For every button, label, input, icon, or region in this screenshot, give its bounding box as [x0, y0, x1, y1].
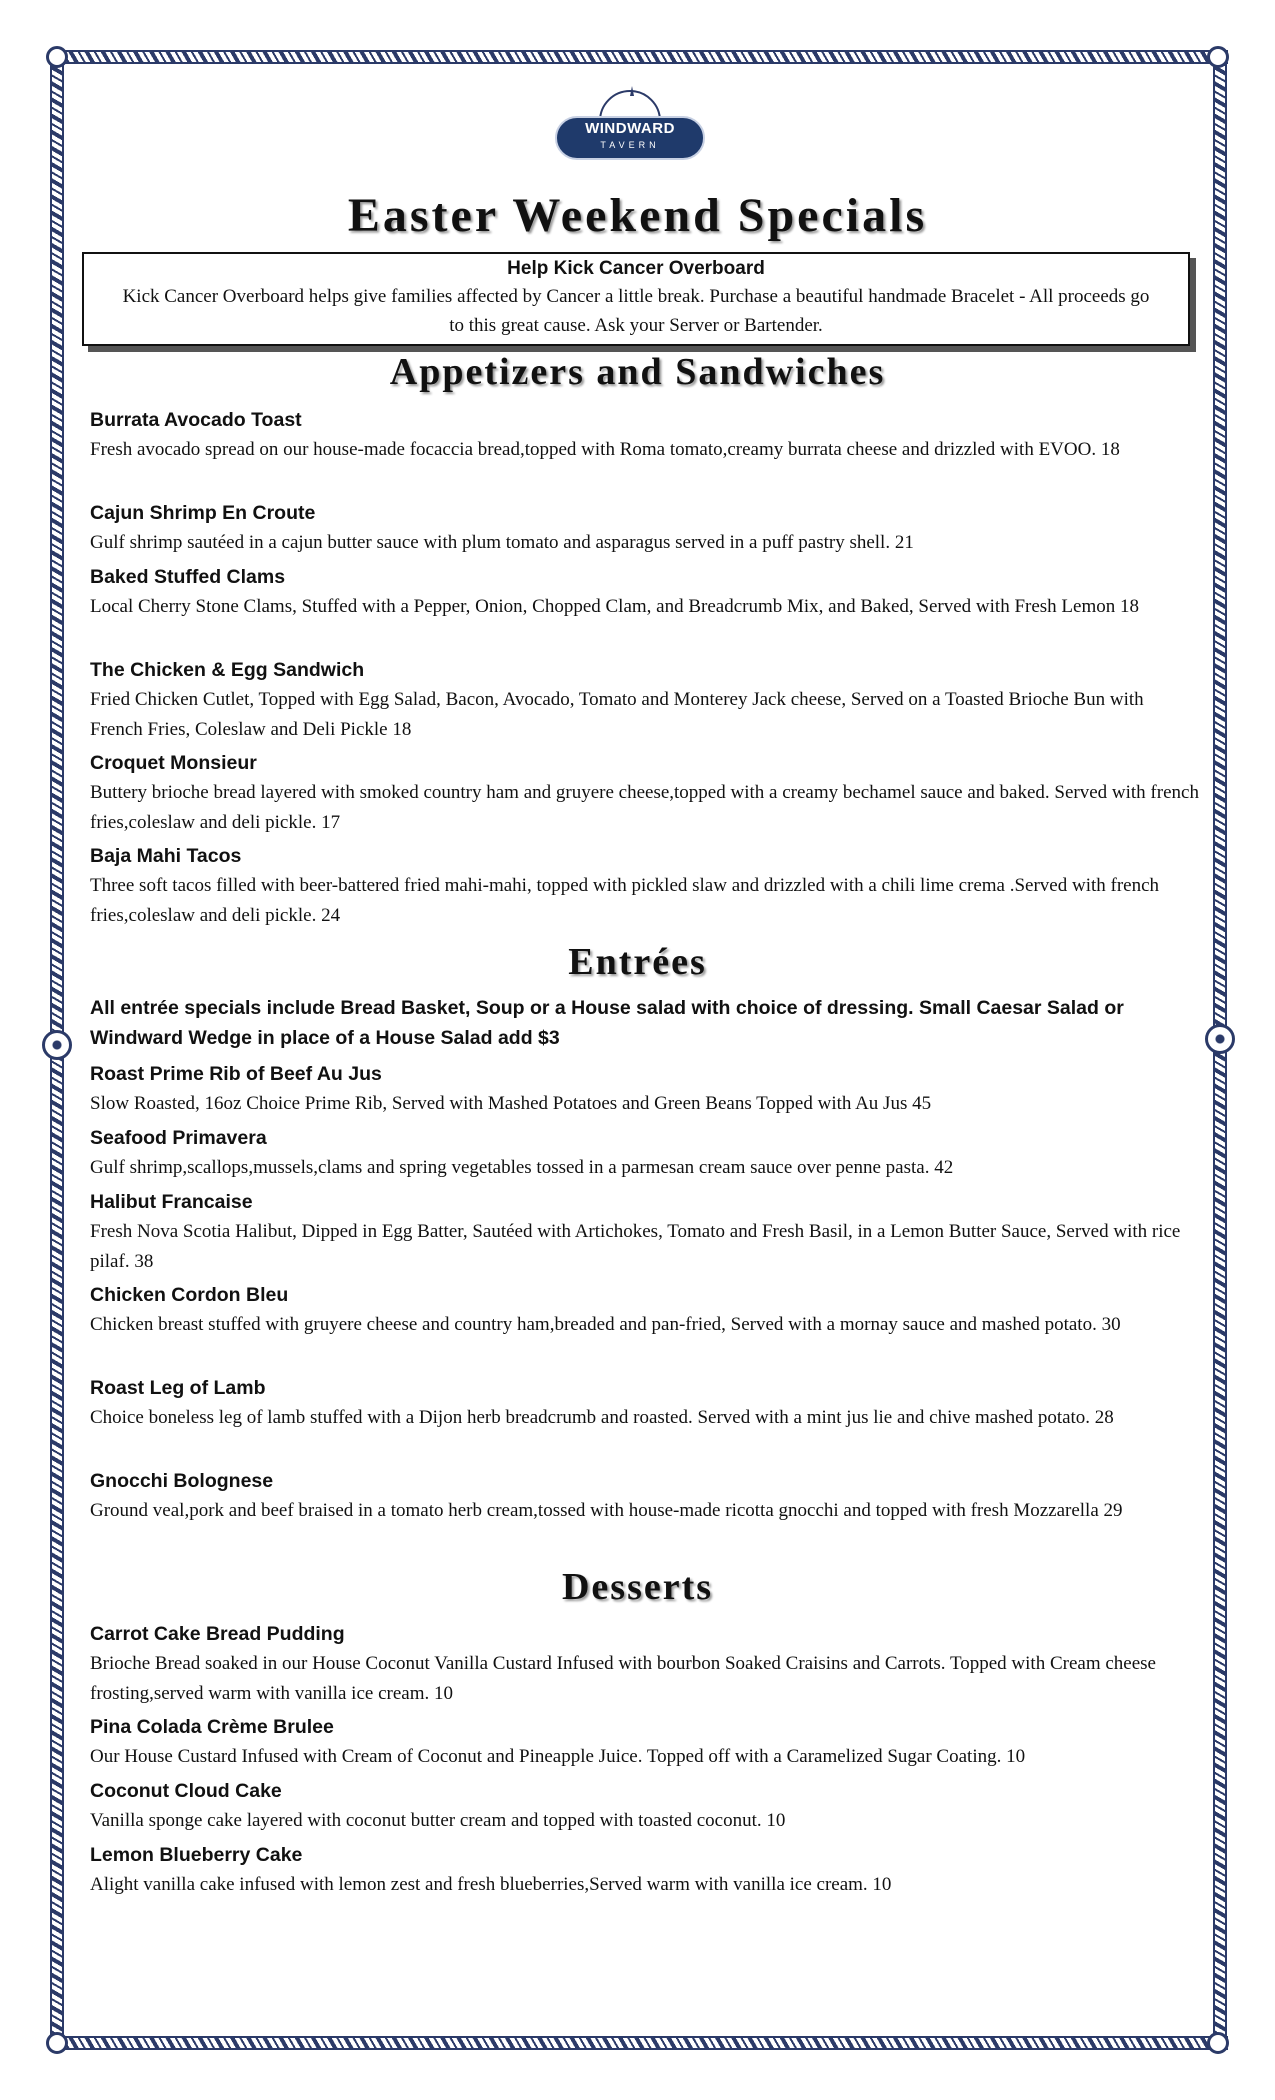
section-title-entrees: Entrées [568, 941, 707, 983]
menu-item-name: Cajun Shrimp En Croute [90, 502, 316, 524]
menu-item [90, 1188, 1200, 1277]
section-title-desserts: Desserts [561, 1566, 714, 1608]
menu-item [90, 1713, 1200, 1772]
compass-medallion-icon [42, 1030, 72, 1060]
menu-item-description: Choice boneless leg of lamb stuffed with a Dijon herb breadcrumb and roasted. Served with a mint jus lie and chive mashed potato. 28 [90, 1407, 1114, 1428]
menu-item-description: Chicken breast stuffed with gruyere cheese and country ham,breaded and pan-fried, Served with a mornay sauce and mashed potato. 30 [90, 1314, 1121, 1335]
menu-item [90, 749, 1200, 838]
menu-item-description: Gulf shrimp sautéed in a cajun butter sauce with plum tomato and asparagus served in a puff pastry shell. 21 [90, 532, 914, 553]
menu-item [90, 1060, 1200, 1119]
promo-box [82, 252, 1190, 346]
menu-item-name: Coconut Cloud Cake [90, 1780, 282, 1802]
menu-item [90, 1467, 1200, 1526]
menu-item-description: Three soft tacos filled with beer-battered fried mahi-mahi, topped with pickled slaw and drizzled with a chili lime crema .Served with french fries,coleslaw and deli pickle. 24 [90, 875, 1160, 926]
menu-item-description: Gulf shrimp,scallops,mussels,clams and spring vegetables tossed in a parmesan cream sauce over penne pasta. 42 [90, 1157, 954, 1178]
menu-item-description: Our House Custard Infused with Cream of Coconut and Pineapple Juice. Topped off with a Caramelized Sugar Coating. 10 [90, 1746, 1026, 1767]
menu-item [90, 499, 1200, 558]
promo-title: Help Kick Cancer Overboard [507, 258, 765, 279]
corner-knot-icon [1207, 46, 1229, 68]
menu-item-description: Fried Chicken Cutlet, Topped with Egg Salad, Bacon, Avocado, Tomato and Monterey Jack cheese, Served on a Toasted Brioche Bun with French Fries, Coleslaw and Deli Pickle 18 [90, 689, 1144, 740]
menu-item-description: Brioche Bread soaked in our House Coconut Vanilla Custard Infused with bourbon Soaked Craisins and Carrots. Topped with Cream cheese frosting,served warm with vanilla ice cream. 10 [90, 1653, 1156, 1704]
menu-item-name: Carrot Cake Bread Pudding [90, 1623, 345, 1645]
menu-item [90, 1124, 1200, 1183]
corner-knot-icon [46, 46, 68, 68]
menu-item-description: Ground veal,pork and beef braised in a tomato herb cream,tossed with house-made ricotta gnocchi and topped with fresh Mozzarella 29 [90, 1500, 1123, 1521]
menu-item-name: Gnocchi Bolognese [90, 1470, 274, 1492]
menu-item-description: Slow Roasted, 16oz Choice Prime Rib, Served with Mashed Potatoes and Green Beans Topped with Au Jus 45 [90, 1093, 932, 1114]
menu-item-name: Baked Stuffed Clams [90, 566, 286, 588]
corner-knot-icon [1207, 2032, 1229, 2054]
menu-item-description: Local Cherry Stone Clams, Stuffed with a Pepper, Onion, Chopped Clam, and Breadcrumb Mix, and Baked, Served with Fresh Lemon 18 [90, 596, 1139, 617]
menu-item-name: Pina Colada Crème Brulee [90, 1716, 334, 1738]
menu-item [90, 1374, 1200, 1433]
windward-tavern-logo [555, 90, 705, 174]
menu-item-name: Burrata Avocado Toast [90, 409, 302, 431]
logo-subtitle: TAVERN [600, 140, 660, 150]
menu-item-name: Roast Prime Rib of Beef Au Jus [90, 1063, 382, 1085]
menu-item-description: Alight vanilla cake infused with lemon zest and fresh blueberries,Served warm with vanilla ice cream. 10 [90, 1874, 892, 1895]
entrees-note: All entrée specials include Bread Basket, Soup or a House salad with choice of dressing. Small Caesar Salad or Windward Wedge in place of a House Salad add $3 [90, 997, 1124, 1049]
menu-item-name: Seafood Primavera [90, 1127, 267, 1149]
menu-item-name: Chicken Cordon Bleu [90, 1284, 289, 1306]
menu-item [90, 1841, 1200, 1900]
menu-item-description: Vanilla sponge cake layered with coconut butter cream and topped with toasted coconut. 10 [90, 1810, 786, 1831]
menu-item [90, 842, 1200, 931]
menu-item [90, 1620, 1200, 1709]
menu-item-description: Fresh Nova Scotia Halibut, Dipped in Egg Batter, Sautéed with Artichokes, Tomato and Fresh Basil, in a Lemon Butter Sauce, Served with rice pilaf. 38 [90, 1221, 1181, 1272]
menu-item-name: The Chicken & Egg Sandwich [90, 659, 365, 681]
promo-body: Kick Cancer Overboard helps give families affected by Cancer a little break. Purchase a beautiful handmade Bracelet - All proceeds go to this great cause. Ask your Server or Bartender. [122, 286, 1150, 336]
corner-knot-icon [46, 2032, 68, 2054]
menu-item [90, 1281, 1200, 1340]
menu-item-name: Halibut Francaise [90, 1191, 253, 1213]
menu-item-name: Croquet Monsieur [90, 752, 257, 774]
page-title: Easter Weekend Specials [347, 189, 928, 242]
rope-border-bottom [58, 2036, 1228, 2050]
menu-item-name: Baja Mahi Tacos [90, 845, 242, 867]
menu-item-name: Lemon Blueberry Cake [90, 1844, 303, 1866]
menu-item [90, 656, 1200, 745]
section-title-appetizers: Appetizers and Sandwiches [389, 351, 886, 393]
logo-name: WINDWARD [585, 120, 675, 137]
menu-item-description: Buttery brioche bread layered with smoked country ham and gruyere cheese,topped with a creamy bechamel sauce and baked. Served with french fries,coleslaw and deli pickle. 17 [90, 782, 1199, 833]
compass-medallion-icon [1205, 1024, 1235, 1054]
menu-item [90, 406, 1200, 465]
rope-border-top [58, 50, 1228, 64]
menu-item-name: Roast Leg of Lamb [90, 1377, 266, 1399]
menu-item-description: Fresh avocado spread on our house-made focaccia bread,topped with Roma tomato,creamy burrata cheese and drizzled with EVOO. 18 [90, 439, 1120, 460]
menu-item [90, 563, 1200, 622]
menu-item [90, 1777, 1200, 1836]
